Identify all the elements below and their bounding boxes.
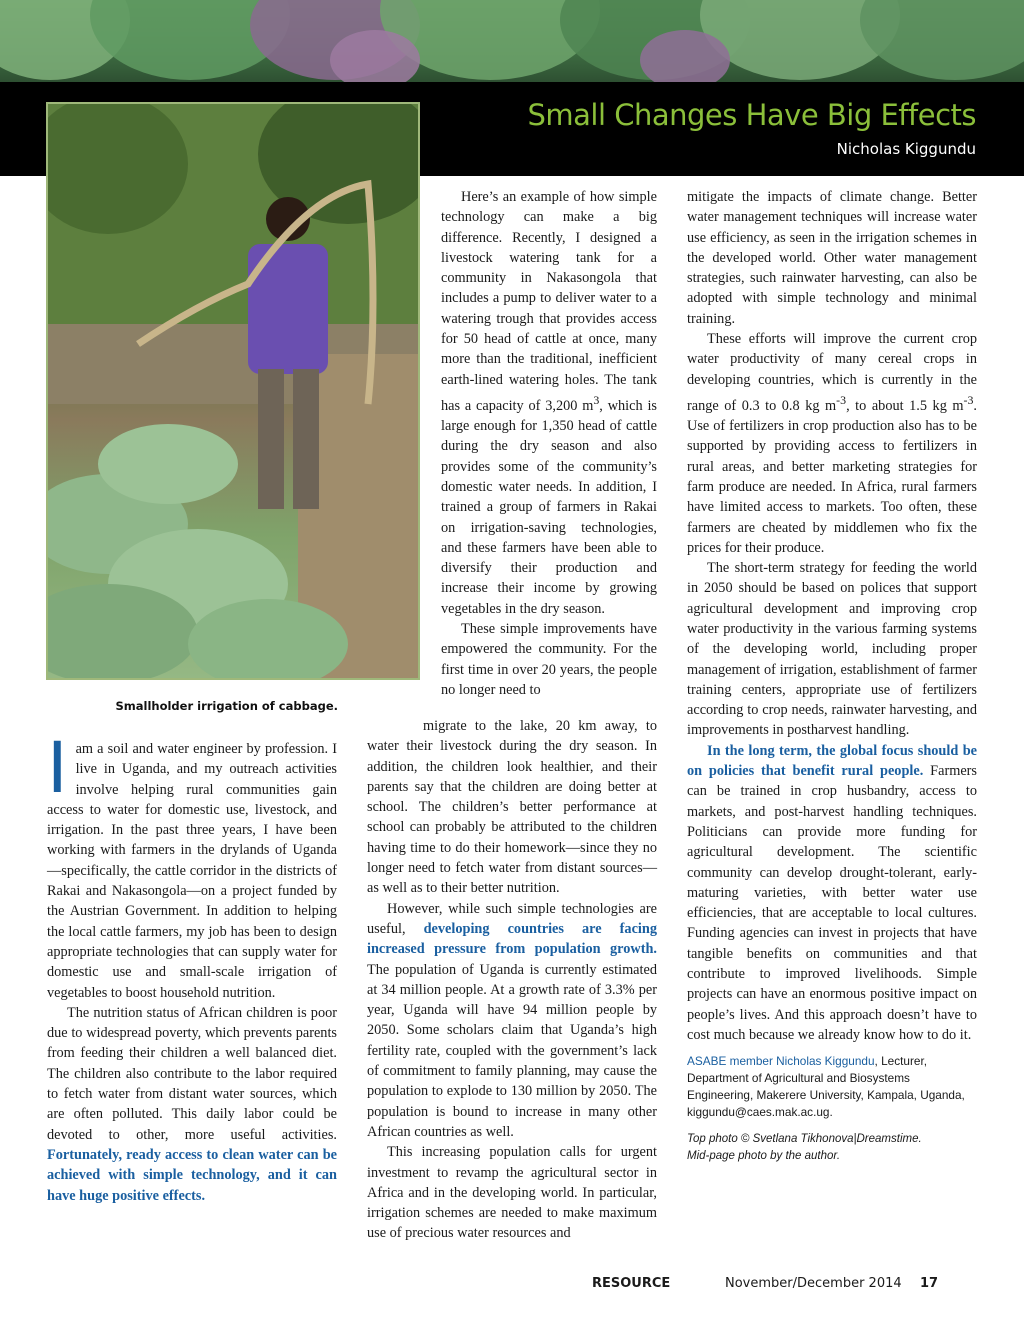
paragraph: In the long term, the global focus should be on policies that benefit rural people. Farmers can be trained in crop husbandry, access to markets, and post-harvest handling techniques. Politicians can provide more funding for agricultural development. The scientific community can develop drought-tolerant, early-maturing varieties, with better water use efficiencies, that are acceptable to local cultures. Funding agencies can invest in projects that have tangible benefits on communities and that contribute to improved livelihoods. Simple projects can have an enormous positive impact on people’s lives. And this approach doesn’t have to cost much because we already know how to do it. [687,742,977,1043]
paragraph: However, while such simple technologies are useful, developing countries are facing increased pressure from population growth. The population of Uganda is currently estimated at 34 million people. At a growth rate of 3.3% per year, Uganda will have 94 million people by 2050. Some scholars claim that Uganda’s high fertility rate, coupled with the government’s lack of commitment to family planning, may cause the population to explode to 130 million by 2050. The population is bound to increase in many other African countries as well. [367,900,657,1140]
column-2-bottom [367,716,657,1244]
highlight-text: developing countries are facing increased pressure from population growth. [367,920,657,958]
top-banner-photo [0,0,1024,82]
highlight-text: Fortunately, ready access to clean water can be achieved with simple technology, and it can have huge positive effects. [47,1146,337,1204]
column-2-top [441,187,657,700]
paragraph: The short-term strategy for feeding the world in 2050 should be based on polices that support agricultural development and improving crop water productivity in the various farming systems of the developing world, including proper management of irrigation, establishment of farmer training centers, appropriate use of fertilizers according to crop needs, rainwater harvesting, and improvements in postharvest handling. [687,560,977,739]
author-bio: ASABE member Nicholas Kiggundu, Lecturer, Department of Agricultural and Biosystems Engineering, Makerere University, Kampala, Uganda, kiggundu@caes.mak.ac.ug. [687,1054,965,1120]
cabbage-irrigation-photo [46,102,420,680]
article-author: Nicholas Kiggundu [836,140,976,158]
footer-issue: November/December 2014 [725,1276,902,1291]
photo-credits: Top photo © Svetlana Tikhonova|Dreamstime. Mid-page photo by the author. [687,1133,922,1163]
paragraph: mitigate the impacts of climate change. Better water management techniques will increase water use efficiency, as seen in the irrigation schemes in the developed world. Other water management strategies, such rainwater harvesting, can also be adopted with simple technology and minimal training. [687,189,977,327]
column-3 [687,187,977,1165]
photo-caption: Smallholder irrigation of cabbage. [115,699,338,713]
paragraph: These efforts will improve the current crop water productivity of many cereal crops in developing countries, which is currently in the range of 0.3 to 0.8 kg $m^{-3}$, to about 1.5 kg $m^{-3}$. Use of fertilizers in crop production also has to be supported by providing access to fertilizers in rural areas, and better marketing strategies for farm produce are needed. In Africa, rural farmers have limited access to markets. Too often, these farmers are cheated by middlemen who fix the prices for their produce. [687,331,977,556]
intro-paragraph: Iam a soil and water engineer by profession. I live in Uganda, and my outreach activities involve helping rural communities gain access to water for domestic use, livestock, and irrigation. In the past three years, I have been working with farmers in the drylands of Uganda—specifically, the cattle corridor in the districts of Rakai and Nakasongola—on a project funded by the Austrian Government. In addition to helping the local cattle farmers, my job has been to design appropriate technologies that can supply water for domestic use and small-scale irrigation of vegetables to boost household nutrition. [47,725,337,1001]
paragraph: The nutrition status of African children is poor due to widespread poverty, which prevents parents from feeding their children a well balanced diet. The children also contribute to the labor required to fetch water from distant water sources, which are often polluted. This daily labor could be devoted to other, more useful activities. Fortunately, ready access to clean water can be achieved with simple technology, and it can have huge positive effects. [47,1004,337,1204]
article-title: Small Changes Have Big Effects [527,98,976,132]
author-bio-name: ASABE member Nicholas Kiggundu [687,1054,875,1069]
photo-illustration [48,104,418,678]
footer-magazine: RESOURCE [592,1276,671,1291]
page-number: 17 [920,1276,939,1291]
paragraph: These simple improvements have empowered the community. For the first time in over 20 years, the people no longer need to [441,621,657,698]
drop-cap: I [47,725,68,808]
paragraph: This increasing population calls for urgent investment to revamp the agricultural sector in Africa and in the developing world. In particular, irrigation schemes are needed to make maximum use of precious water resources and [367,1144,657,1242]
column-1 [47,725,337,1206]
highlight-text: In the long term, the global focus should be on policies that benefit rural people. [687,742,977,780]
paragraph: migrate to the lake, 20 km away, to water their livestock during the dry season. In addition, the children look healthier, and their parents say that the children are doing better at school. The children’s better performance at school can probably be attributed to the children having time to do their homework—since they no longer need to fetch water from distant sources—as well as to their better nutrition. [367,718,657,897]
paragraph: Here’s an example of how simple technology can make a big difference. Recently, I designed a livestock watering tank for a community in Nakasongola that includes a pump to deliver water to a watering trough that provides access for 50 head of cattle at once, many more than the traditional, inefficient earth-lined watering holes. The tank has a capacity of 3,200 $m^3$, which is large enough for 1,350 head of cattle during the dry season and also provides some of the community’s domestic water needs. In addition, I trained a group of farmers in Rakai on irrigation-saving technologies, and these farmers have been able to diversify their production and increase their income by growing vegetables in the dry season. [441,189,657,617]
